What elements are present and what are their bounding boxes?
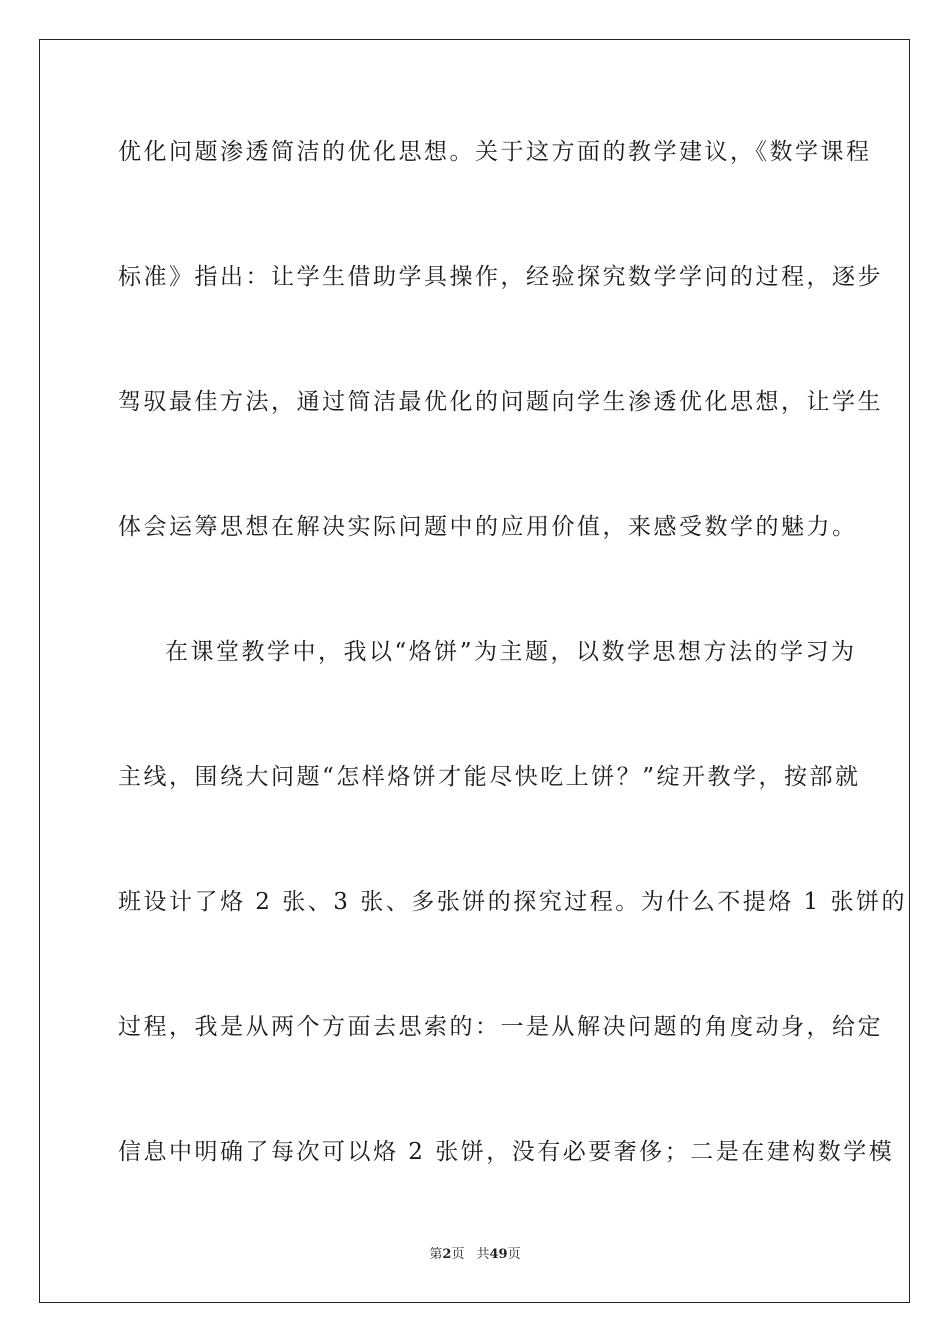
page-number: 2 xyxy=(442,1247,452,1262)
total-pages: 49 xyxy=(489,1247,508,1262)
paragraph-first-line: 在课堂教学中，我以“烙饼”为主题，以数学思想方法的学习为 xyxy=(165,639,857,665)
total-prefix: 共 xyxy=(476,1247,490,1262)
page-footer xyxy=(0,1247,950,1263)
text-line: 过程，我是从两个方面去思索的：一是从解决问题的角度动身，给定 xyxy=(118,1014,883,1040)
page-prefix: 第 xyxy=(429,1247,443,1262)
total-suffix: 页 xyxy=(507,1247,521,1262)
text-line: 优化问题渗透简洁的优化思想。关于这方面的教学建议，《数学课程 xyxy=(118,139,872,165)
text-line: 主线，围绕大问题“怎样烙饼才能尽快吃上饼？”绽开教学，按部就 xyxy=(118,764,861,790)
text-line: 班设计了烙 2 张、3 张、多张饼的探究过程。为什么不提烙 1 张饼的 xyxy=(118,889,907,915)
text-line: 驾驭最佳方法，通过简洁最优化的问题向学生渗透优化思想，让学生 xyxy=(118,389,883,415)
page-suffix: 页 xyxy=(451,1247,465,1262)
text-line: 信息中明确了每次可以烙 2 张饼，没有必要奢侈；二是在建构数学模 xyxy=(118,1139,895,1165)
text-line: 体会运筹思想在解决实际问题中的应用价值，来感受数学的魅力。 xyxy=(118,514,858,540)
page-border xyxy=(39,39,910,1303)
text-line: 标准》指出：让学生借助学具操作，经验探究数学学问的过程，逐步 xyxy=(118,264,883,290)
